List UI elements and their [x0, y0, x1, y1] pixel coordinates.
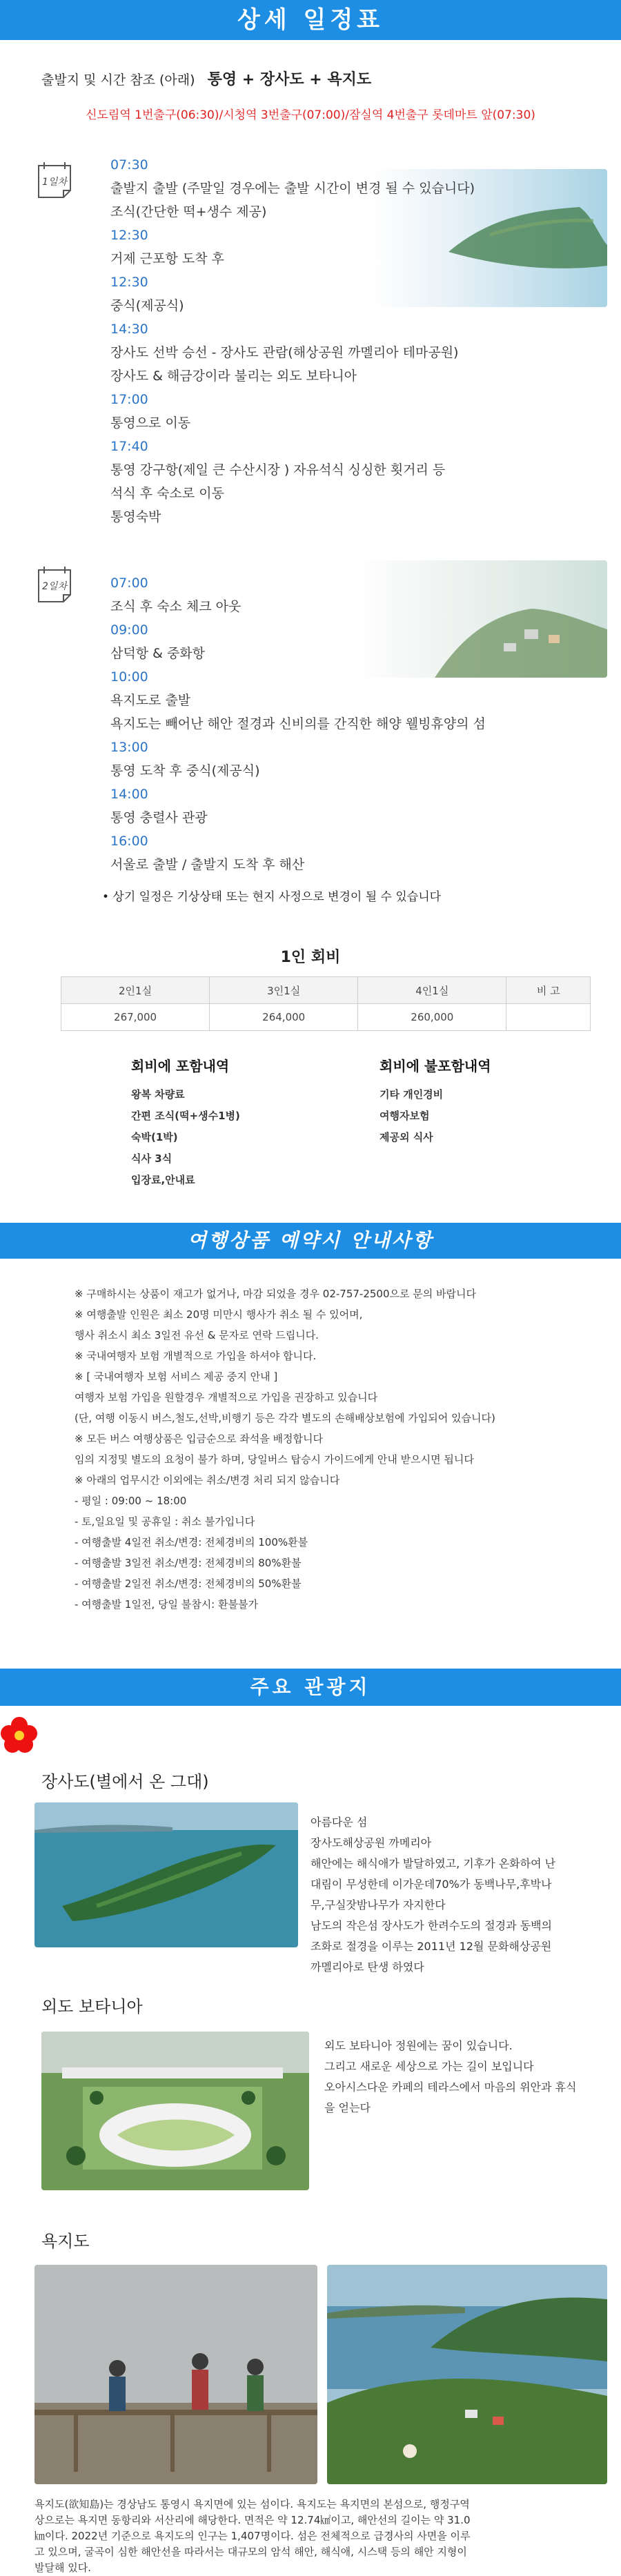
- notice-line: (단, 여행 이동시 버스,철도,선박,비행기 등은 각각 별도의 손해배상보험에 가입되어 있습니다): [75, 1412, 495, 1424]
- included-item: 왕복 차량료: [131, 1088, 185, 1101]
- oedo-desc-line: 오아시스다운 카페의 테라스에서 마음의 위안과 휴식: [324, 2081, 577, 2094]
- yokjido-photo-coast: [327, 2265, 607, 2484]
- jangsado-title: 장사도(별에서 온 그대): [41, 1772, 209, 1791]
- notice-line: ※ 여행출발 인원은 최소 20명 미만시 행사가 취소 될 수 있어며,: [75, 1308, 363, 1321]
- notice-line: 행사 취소시 최소 3일전 유선 & 문자로 연락 드립니다.: [75, 1329, 319, 1341]
- day1-line: 중식(제공식): [110, 298, 184, 313]
- oedo-desc-line: 그리고 새로운 세상으로 가는 길이 보입니다: [324, 2060, 534, 2073]
- day2-badge-label: 2일차: [42, 581, 67, 592]
- departure-points: 신도림역 1번출구(06:30)/시청역 3번출구(07:00)/잠실역 4번출구 롯데마트 앞(07:30): [86, 108, 535, 122]
- fee-header-cell: 4인1실: [358, 977, 506, 1004]
- schedule-banner-title: 상세 일정표: [237, 6, 384, 34]
- notice-banner: [0, 1223, 621, 1259]
- yokjido-desc-line: 상으로는 욕지면 동항리와 서산리에 해당한다. 면적은 약 12.74㎢이고, 해안선의 길이는 약 31.0: [34, 2514, 471, 2526]
- day1-line: 통영숙박: [110, 509, 161, 524]
- included-title: 회비에 포함내역: [131, 1058, 230, 1074]
- yokjido-photo-hikers: [34, 2265, 317, 2484]
- day2-line: 07:00: [110, 576, 148, 591]
- route-label: 출발지 및 시간 참조 (아래): [41, 72, 195, 88]
- notice-line: 임의 지정및 별도의 요청이 불가 하며, 당일버스 탑승시 가이드에게 안내 받으시면 됩니다: [75, 1453, 474, 1466]
- notice-line: - 여행출발 4일전 취소/변경: 전체경비의 100%환불: [75, 1536, 308, 1548]
- route-course: 통영 + 장사도 + 욕지도: [207, 71, 372, 88]
- notice-banner-title: 여행상품 예약시 안내사항: [187, 1229, 434, 1252]
- excluded-title: 회비에 불포함내역: [379, 1058, 491, 1074]
- day2-line: 욕지도는 빼어난 해안 절경과 신비의를 간직한 해양 웰빙휴양의 섬: [110, 716, 486, 731]
- jangsado-desc-line: 대림이 무성한데 이가운데70%가 동백나무,후박나: [310, 1878, 552, 1891]
- fee-value-cell: 267,000: [61, 1004, 210, 1031]
- jangsado-desc-line: 무,구실잣밤나무가 자지한다: [310, 1898, 446, 1911]
- schedule-banner: [0, 0, 621, 40]
- day1-line: 장사도 & 해금강이라 불리는 외도 보타니아: [110, 368, 357, 384]
- jangsado-desc-line: 남도의 작은섬 장사도가 한려수도의 절경과 동백의: [310, 1919, 553, 1932]
- fee-title: 1인 회비: [280, 949, 341, 966]
- included-item: 입장료,안내료: [131, 1174, 195, 1186]
- yokjido-desc-line: 욕지도(欲知島)는 경상남도 통영시 욕지면에 있는 섬이다. 욕지도는 욕지면의 본섬으로, 행정구역: [34, 2498, 470, 2510]
- fee-value-row: [61, 1004, 591, 1031]
- jangsado-desc-line: 장사도해상공원 까메리아: [310, 1836, 432, 1849]
- day1-line: 통영으로 이동: [110, 415, 191, 431]
- notice-list: [75, 1284, 599, 1615]
- day1-badge-label: 1일차: [42, 177, 67, 188]
- day2-line: 서울로 출발 / 출발지 도착 후 해산: [110, 857, 305, 872]
- included-item: 간편 조식(떡+생수1병): [131, 1110, 240, 1122]
- jangsado-desc-line: 조화로 절경을 이루는 2011년 12월 문화해상공원: [310, 1940, 552, 1953]
- fee-header-cell: 비 고: [506, 977, 591, 1004]
- day1-line: 통영 강구항(제일 큰 수산시장 ) 자유석식 싱싱한 횟거리 등: [110, 462, 446, 478]
- day2-line: 욕지도로 출발: [110, 693, 191, 708]
- notice-line: 여행자 보험 가입을 원할경우 개별적으로 가입을 권장하고 있습니다: [75, 1391, 378, 1404]
- included-item: 숙박(1박): [131, 1131, 178, 1143]
- day1-schedule: [110, 153, 475, 529]
- day2-schedule: [110, 571, 486, 876]
- excluded-item: 기타 개인경비: [379, 1088, 444, 1101]
- notice-line: ※ 모든 버스 여행상품은 입금순으로 좌석을 배정합니다: [75, 1433, 323, 1445]
- oedo-title: 외도 보타니아: [41, 1997, 143, 2016]
- day2-line: 삼덕항 & 중화항: [110, 646, 206, 661]
- jangsado-photo: [34, 1802, 298, 1947]
- fee-header-row: [61, 977, 591, 1004]
- notice-line: - 토,일요일 및 공휴일 : 취소 불가입니다: [75, 1515, 255, 1528]
- spots-banner-title: 주요 관광지: [250, 1675, 371, 1698]
- day1-line: 17:40: [110, 439, 148, 454]
- day1-line: 07:30: [110, 157, 148, 173]
- jangsado-desc-line: 아름다운 섬: [310, 1816, 368, 1829]
- oedo-photo: [41, 2032, 309, 2190]
- yokjido-desc-line: ㎞이다. 2022년 기준으로 욕지도의 인구는 1,407명이다. 섬은 전체적으로 급경사의 사면을 이루: [34, 2530, 471, 2542]
- spots-banner: [0, 1669, 621, 1706]
- day1-line: 14:30: [110, 322, 148, 337]
- notice-line: - 여행출발 3일전 취소/변경: 전체경비의 80%환불: [75, 1557, 302, 1569]
- day1-line: 조식(간단한 떡+생수 제공): [110, 204, 267, 219]
- day2-line: 13:00: [110, 740, 148, 755]
- notice-line: ※ 아래의 업무시간 이외에는 취소/변경 처리 되지 않습니다: [75, 1474, 340, 1486]
- fee-value-cell: [506, 1004, 591, 1031]
- day1-line: 12:30: [110, 228, 148, 243]
- oedo-desc-line: 을 얻는다: [324, 2101, 371, 2114]
- schedule-note: • 상기 일정은 기상상태 또는 현지 사정으로 변경이 될 수 있습니다: [102, 890, 442, 904]
- notice-line: - 여행출발 2일전 취소/변경: 전체경비의 50%환불: [75, 1577, 302, 1590]
- day2-line: 조식 후 숙소 체크 아웃: [110, 599, 241, 614]
- included-list: [131, 1056, 240, 1191]
- fee-value-cell: 264,000: [210, 1004, 358, 1031]
- flower-icon: [0, 1715, 39, 1757]
- excluded-item: 여행자보험: [379, 1110, 430, 1122]
- day2-line: 14:00: [110, 787, 148, 802]
- notice-line: ※ 국내여행자 보험 개별적으로 가입을 하셔야 합니다.: [75, 1350, 317, 1362]
- jangsado-description: [310, 1812, 555, 1978]
- day1-line: 17:00: [110, 392, 148, 407]
- included-item: 식사 3식: [131, 1152, 172, 1165]
- oedo-description: [324, 2036, 576, 2118]
- notice-line: - 평일 : 09:00 ~ 18:00: [75, 1495, 187, 1507]
- day2-line: 16:00: [110, 834, 148, 849]
- route-info: [41, 68, 371, 89]
- fee-header-cell: 3인1실: [210, 977, 358, 1004]
- day1-line: 12:30: [110, 275, 148, 290]
- day1-badge: [34, 160, 77, 199]
- fee-value-cell: 260,000: [358, 1004, 506, 1031]
- fee-header-cell: 2인1실: [61, 977, 210, 1004]
- day2-line: 09:00: [110, 622, 148, 638]
- fee-table: [61, 976, 591, 1031]
- jangsado-desc-line: 까멜리아로 탄생 하였다: [310, 1960, 424, 1974]
- day2-badge: [34, 564, 77, 603]
- day1-line: 장사도 선박 승선 - 장사도 관람(해상공원 까멜리아 테마공원): [110, 345, 459, 360]
- day2-line: 통영 충렬사 관광: [110, 810, 208, 825]
- oedo-desc-line: 외도 보타니아 정원에는 꿈이 있습니다.: [324, 2039, 513, 2052]
- yokjido-title: 욕지도: [41, 2232, 90, 2251]
- jangsado-desc-line: 해안에는 해식애가 발달하였고, 기후가 온화하여 난: [310, 1857, 556, 1870]
- yokjido-description: [34, 2497, 471, 2576]
- excluded-item: 제공외 식사: [379, 1131, 433, 1143]
- day2-line: 10:00: [110, 669, 148, 685]
- notice-line: ※ [ 국내여행자 보험 서비스 제공 중지 안내 ]: [75, 1370, 278, 1383]
- yokjido-desc-line: 고 있으며, 굴곡이 심한 해안선을 따라서는 대규모의 암석 해안, 해식애, 시스택 등의 해안 지형이: [34, 2546, 467, 2558]
- notice-line: - 여행출발 1일전, 당일 불참시: 환불불가: [75, 1598, 258, 1611]
- notice-line: ※ 구매하시는 상품이 재고가 없거나, 마감 되었을 경우 02-757-2500으로 문의 바랍니다: [75, 1288, 476, 1300]
- day1-line: 출발지 출발 (주말일 경우에는 출발 시간이 변경 될 수 있습니다): [110, 181, 475, 196]
- day1-line: 석식 후 숙소로 이동: [110, 486, 224, 501]
- excluded-list: [379, 1056, 491, 1148]
- yokjido-desc-line: 발달해 있다.: [34, 2562, 91, 2574]
- day1-line: 거제 근포항 도착 후: [110, 251, 224, 266]
- day2-line: 통영 도착 후 중식(제공식): [110, 763, 260, 778]
